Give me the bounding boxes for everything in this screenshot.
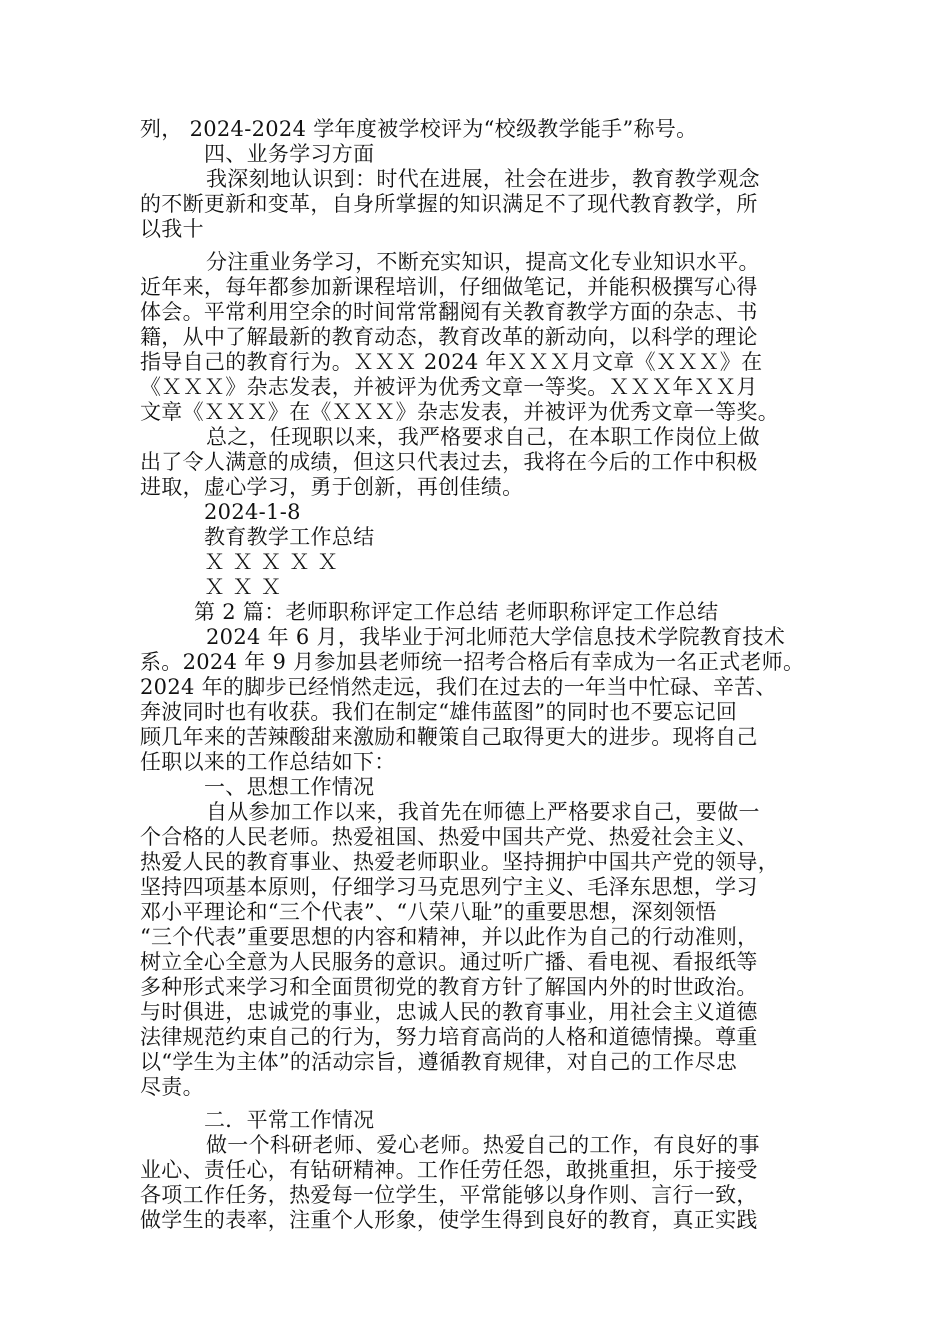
paragraph-line: 分注重业务学习，不断充实知识，提高文化专业知识水平。 — [206, 250, 760, 274]
section-heading-daily-work: 二．平常工作情况 — [204, 1108, 375, 1132]
paragraph-line: 与时俱进，忠诚党的事业，忠诚人民的教育事业，用社会主义道德 — [140, 1000, 758, 1024]
paragraph-line: “三个代表”重要思想的内容和精神，并以此作为自己的行动准则， — [140, 925, 759, 949]
paragraph-line: 体会。平常利用空余的时间常常翻阅有关教育教学方面的杂志、书 — [140, 300, 758, 324]
paragraph-line: 做学生的表率，注重个人形象，使学生得到良好的教育，真正实践 — [140, 1208, 758, 1232]
body-line: 列， 2024-2024 学年度被学校评为“校级教学能手”称号。 — [140, 117, 698, 141]
paragraph-line: 以“学生为主体”的活动宗旨，遵循教育规律，对自己的工作尽忠 — [140, 1050, 738, 1074]
paragraph-line: 系。2024 年 9 月参加县老师统一招考合格后有幸成为一名正式老师。 — [140, 650, 805, 674]
paragraph-line: 文章《ＸＸＸ》在《ＸＸＸ》杂志发表，并被评为优秀文章一等奖。 — [140, 400, 779, 424]
paragraph-line: 尽责。 — [140, 1075, 204, 1099]
paragraph-line: 热爱人民的教育事业、热爱老师职业。坚持拥护中国共产党的领导， — [140, 850, 779, 874]
paragraph-line: 籍，从中了解最新的教育动态，教育改革的新动向，以科学的理论 — [140, 325, 758, 349]
paragraph-line: 出了令人满意的成绩，但这只代表过去，我将在今后的工作中积极 — [140, 450, 758, 474]
section-heading-ideology: 一、思想工作情况 — [204, 775, 375, 799]
paragraph-line: 《ＸＸＸ》杂志发表，并被评为优秀文章一等奖。ＸＸＸ年ＸＸ月 — [140, 375, 758, 399]
paragraph-line: 以我十 — [140, 217, 204, 241]
paragraph-line: 指导自己的教育行为。ＸＸＸ 2024 年ＸＸＸ月文章《ＸＸＸ》在 — [140, 350, 763, 374]
paragraph-line: 自从参加工作以来，我首先在师德上严格要求自己，要做一 — [206, 800, 760, 824]
paragraph-line: 个合格的人民老师。热爱祖国、热爱中国共产党、热爱社会主义、 — [140, 825, 758, 849]
paragraph-line: 奔波同时也有收获。我们在制定“雄伟蓝图”的同时也不要忘记回 — [140, 700, 738, 724]
paragraph-line: 顾几年来的苦辣酸甜来激励和鞭策自己取得更大的进步。现将自己 — [140, 725, 758, 749]
paragraph-line: 业心、责任心，有钻研精神。工作任劳任怨，敢挑重担，乐于接受 — [140, 1158, 758, 1182]
paragraph-line: 树立全心全意为人民服务的意识。通过听广播、看电视、看报纸等 — [140, 950, 758, 974]
paragraph-line: 做一个科研老师、爱心老师。热爱自己的工作，有良好的事 — [206, 1133, 760, 1157]
paragraph-line: 各项工作任务，热爱每一位学生，平常能够以身作则、言行一致， — [140, 1183, 758, 1207]
paragraph-line: 进取，虚心学习，勇于创新，再创佳绩。 — [140, 475, 524, 499]
paragraph-line: 邓小平理论和“三个代表”、“八荣八耻”的重要思想，深刻领悟 — [140, 900, 717, 924]
paragraph-line: 的不断更新和变革，自身所掌握的知识满足不了现代教育教学，所 — [140, 192, 758, 216]
date-line: 2024-1-8 — [204, 500, 301, 524]
document-body — [140, 117, 820, 1233]
paragraph-line: 多种形式来学习和全面贯彻党的教育方针了解国内外的时世政治。 — [140, 975, 758, 999]
section-heading-business-study: 四、业务学习方面 — [204, 142, 375, 166]
placeholder-line: Ｘ Ｘ Ｘ Ｘ Ｘ — [204, 550, 339, 574]
paragraph-line: 2024 年的脚步已经悄然走远，我们在过去的一年当中忙碌、辛苦、 — [140, 675, 777, 699]
document-subtitle: 教育教学工作总结 — [204, 525, 375, 549]
paragraph-line: 法律规范约束自己的行为，努力培育高尚的人格和道德情操。尊重 — [140, 1025, 758, 1049]
placeholder-line: Ｘ Ｘ Ｘ — [204, 575, 282, 599]
paragraph-line: 近年来，每年都参加新课程培训，仔细做笔记，并能积极撰写心得 — [140, 275, 758, 299]
paragraph-line: 坚持四项基本原则，仔细学习马克思列宁主义、毛泽东思想，学习 — [140, 875, 758, 899]
paragraph-line: 我深刻地认识到：时代在进展，社会在进步，教育教学观念 — [206, 167, 760, 191]
paragraph-line: 任职以来的工作总结如下： — [140, 750, 396, 774]
article-heading: 第 2 篇：老师职称评定工作总结 老师职称评定工作总结 — [194, 600, 719, 624]
paragraph-line: 总之，任现职以来，我严格要求自己，在本职工作岗位上做 — [206, 425, 760, 449]
paragraph-line: 2024 年 6 月，我毕业于河北师范大学信息技术学院教育技术 — [206, 625, 786, 649]
